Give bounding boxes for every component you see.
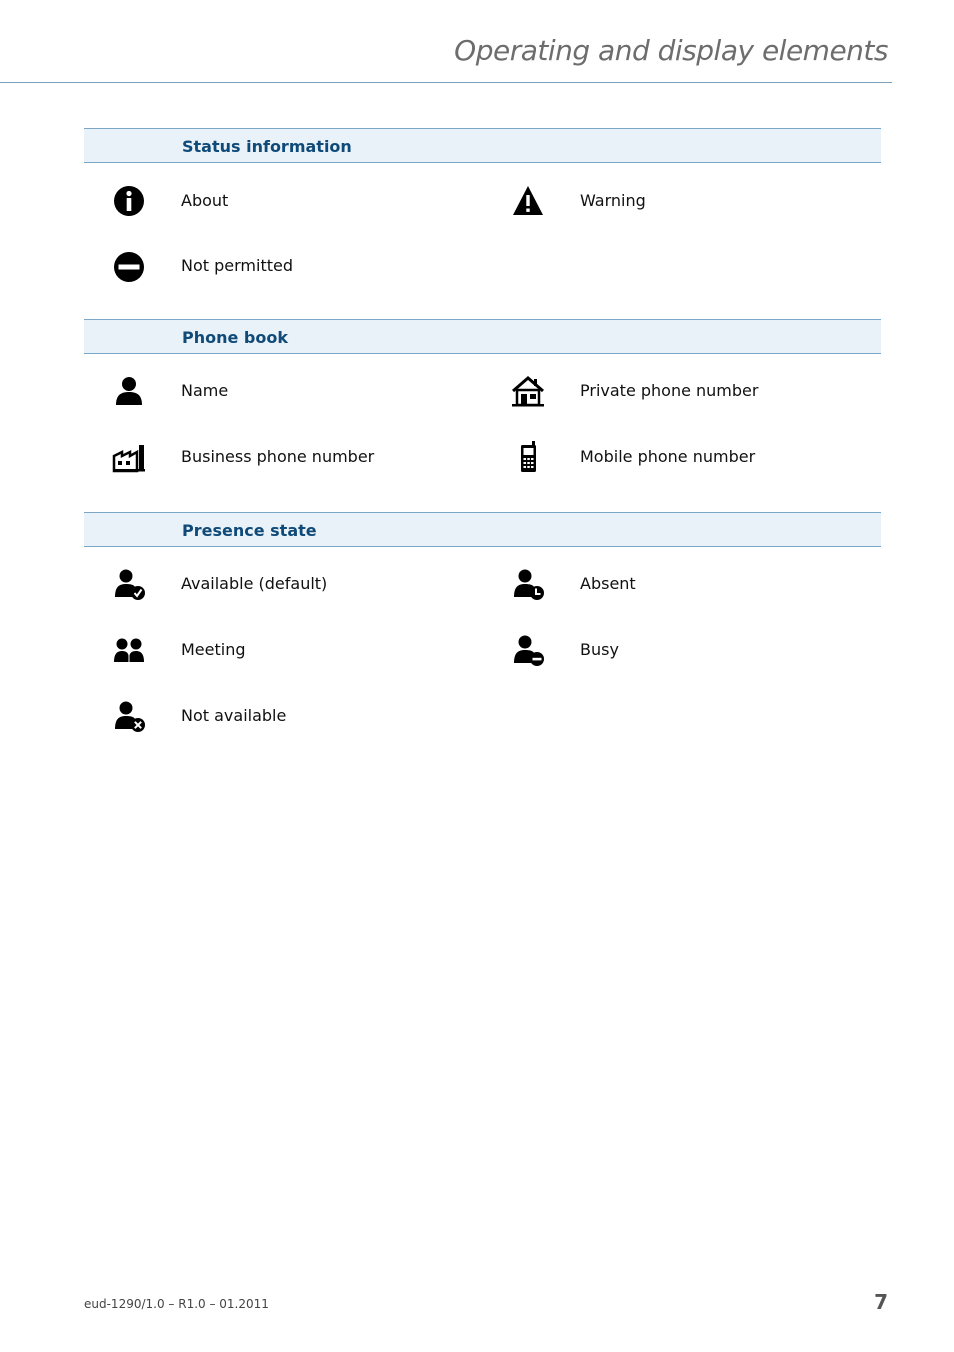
section-heading: Phone book [182,328,288,347]
page-title: Operating and display elements [454,34,888,67]
factory-icon [111,439,147,475]
warning-icon [510,183,546,219]
section-header-status-information [84,128,881,163]
entry-label: Available (default) [181,574,328,593]
person-check-icon [111,566,147,602]
entry-label: Mobile phone number [580,447,756,466]
entry-label: Business phone number [181,447,375,466]
person-cross-icon [111,698,147,734]
section-heading: Status information [182,137,352,156]
entry-label: About [181,191,229,210]
entry-label: Private phone number [580,381,759,400]
mobile-phone-icon [510,439,546,475]
person-icon [111,373,147,409]
section-header-phone-book [84,319,881,354]
person-minus-icon [510,632,546,668]
entry-label: Not available [181,706,287,725]
entry-label: Meeting [181,640,246,659]
person-clock-icon [510,566,546,602]
title-divider [0,82,892,83]
section-heading: Presence state [182,521,317,540]
entry-label: Absent [580,574,636,593]
page-number: 7 [874,1290,888,1314]
document-reference: eud-1290/1.0 – R1.0 – 01.2011 [84,1297,269,1311]
entry-label: Warning [580,191,646,210]
section-header-presence-state [84,512,881,547]
entry-label: Not permitted [181,256,293,275]
two-persons-icon [111,632,147,668]
not-permitted-icon [111,248,147,284]
house-icon [510,373,546,409]
entry-label: Name [181,381,229,400]
info-icon [111,183,147,219]
entry-label: Busy [580,640,619,659]
